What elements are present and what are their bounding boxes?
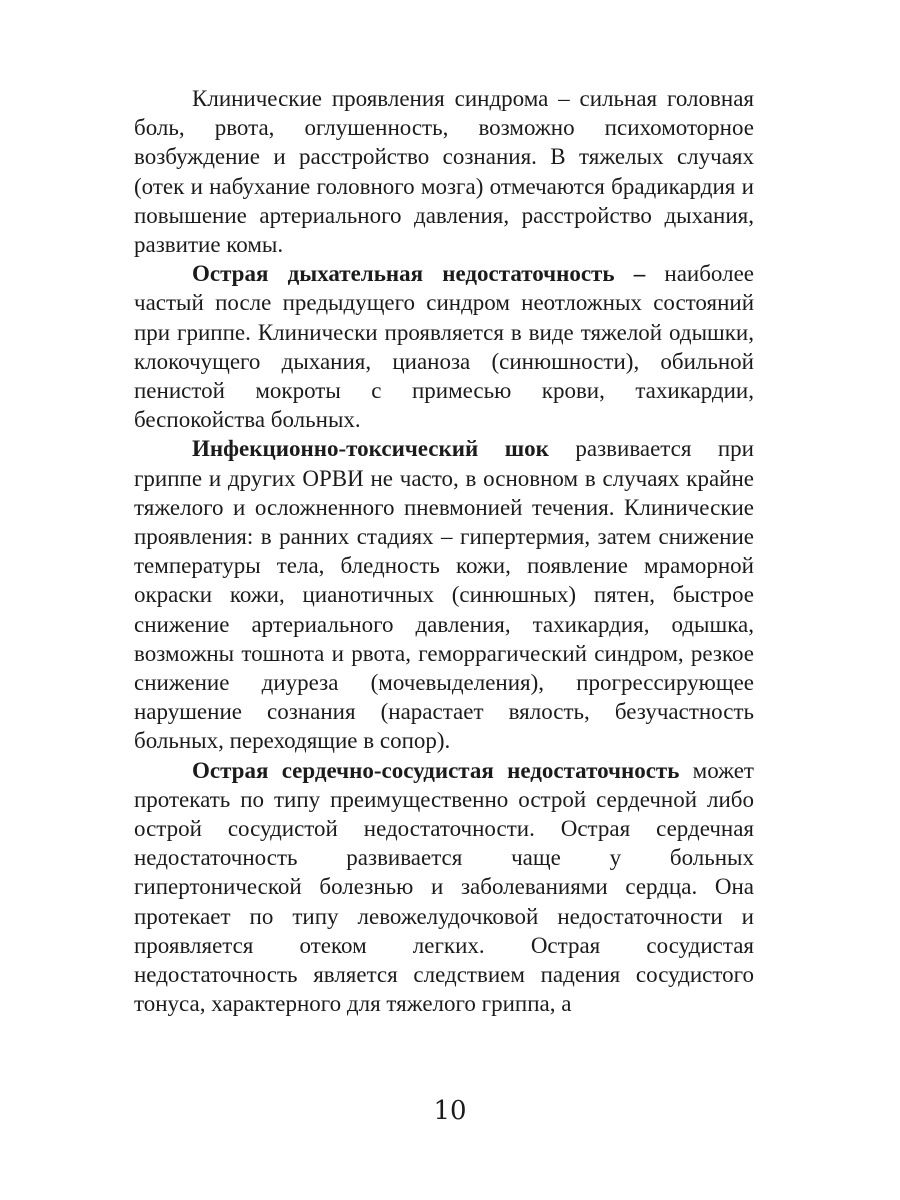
paragraph-4-text: может протекать по типу преимущественно острой сердечной либо острой сосудистой недостаточности. Острая сердечная недостаточность развивается чаще у больных гипертонической болезнью и заболеваниями сердца. Она протекает по типу левожелудочковой недостаточности и проявляется отеком легких. Острая сосудистая недостаточность является следствием падения сосудистого тонуса, характерного для тяжелого гриппа, а bbox=[134, 757, 754, 1017]
page-number: 10 bbox=[433, 1096, 467, 1126]
paragraph-1-text: Клинические проявления синдрома – сильная головная боль, рвота, оглушенность, возможно психомоторное возбуждение и расстройство сознания. В тяжелых случаях (отек и набухание головного мозга) отмечаются брадикардия и повышение артериального давления, расстройство дыхания, развитие комы. bbox=[134, 86, 754, 258]
paragraph-2 bbox=[134, 259, 754, 434]
paragraph-4 bbox=[134, 756, 754, 1019]
body-text bbox=[134, 84, 754, 1019]
paragraph-3-text: развивается при гриппе и других ОРВИ не часто, в основном в случаях крайне тяжелого и осложненного пневмонией течения. Клинические проявления: в ранних стадиях – гипертермия, затем снижение температуры тела, бледность кожи, появление мраморной окраски кожи, цианотичных (синюшных) пятен, быстрое снижение артериального давления, тахикардия, одышка, возможны тошнота и рвота, геморрагический синдром, резкое снижение диуреза (мочевыделения), прогрессирующее нарушение сознания (нарастает вялость, безучастность больных, переходящие в сопор). bbox=[134, 436, 754, 754]
paragraph-2-lead: Острая дыхательная недостаточность – bbox=[192, 261, 646, 287]
paragraph-4-lead: Острая сердечно-сосудистая недостаточность bbox=[192, 757, 680, 783]
paragraph-3 bbox=[134, 434, 754, 755]
paragraph-2-text: наиболее частый после предыдущего синдром неотложных состояний при гриппе. Клинически проявляется в виде тяжелой одышки, клокочущего дыхания, цианоза (синюшности), обильной пенистой мокроты с примесью крови, тахикардии, беспокойства больных. bbox=[134, 261, 755, 433]
paragraph-1 bbox=[134, 84, 754, 259]
paragraph-3-lead: Инфекционно-токсический шок bbox=[192, 436, 549, 462]
